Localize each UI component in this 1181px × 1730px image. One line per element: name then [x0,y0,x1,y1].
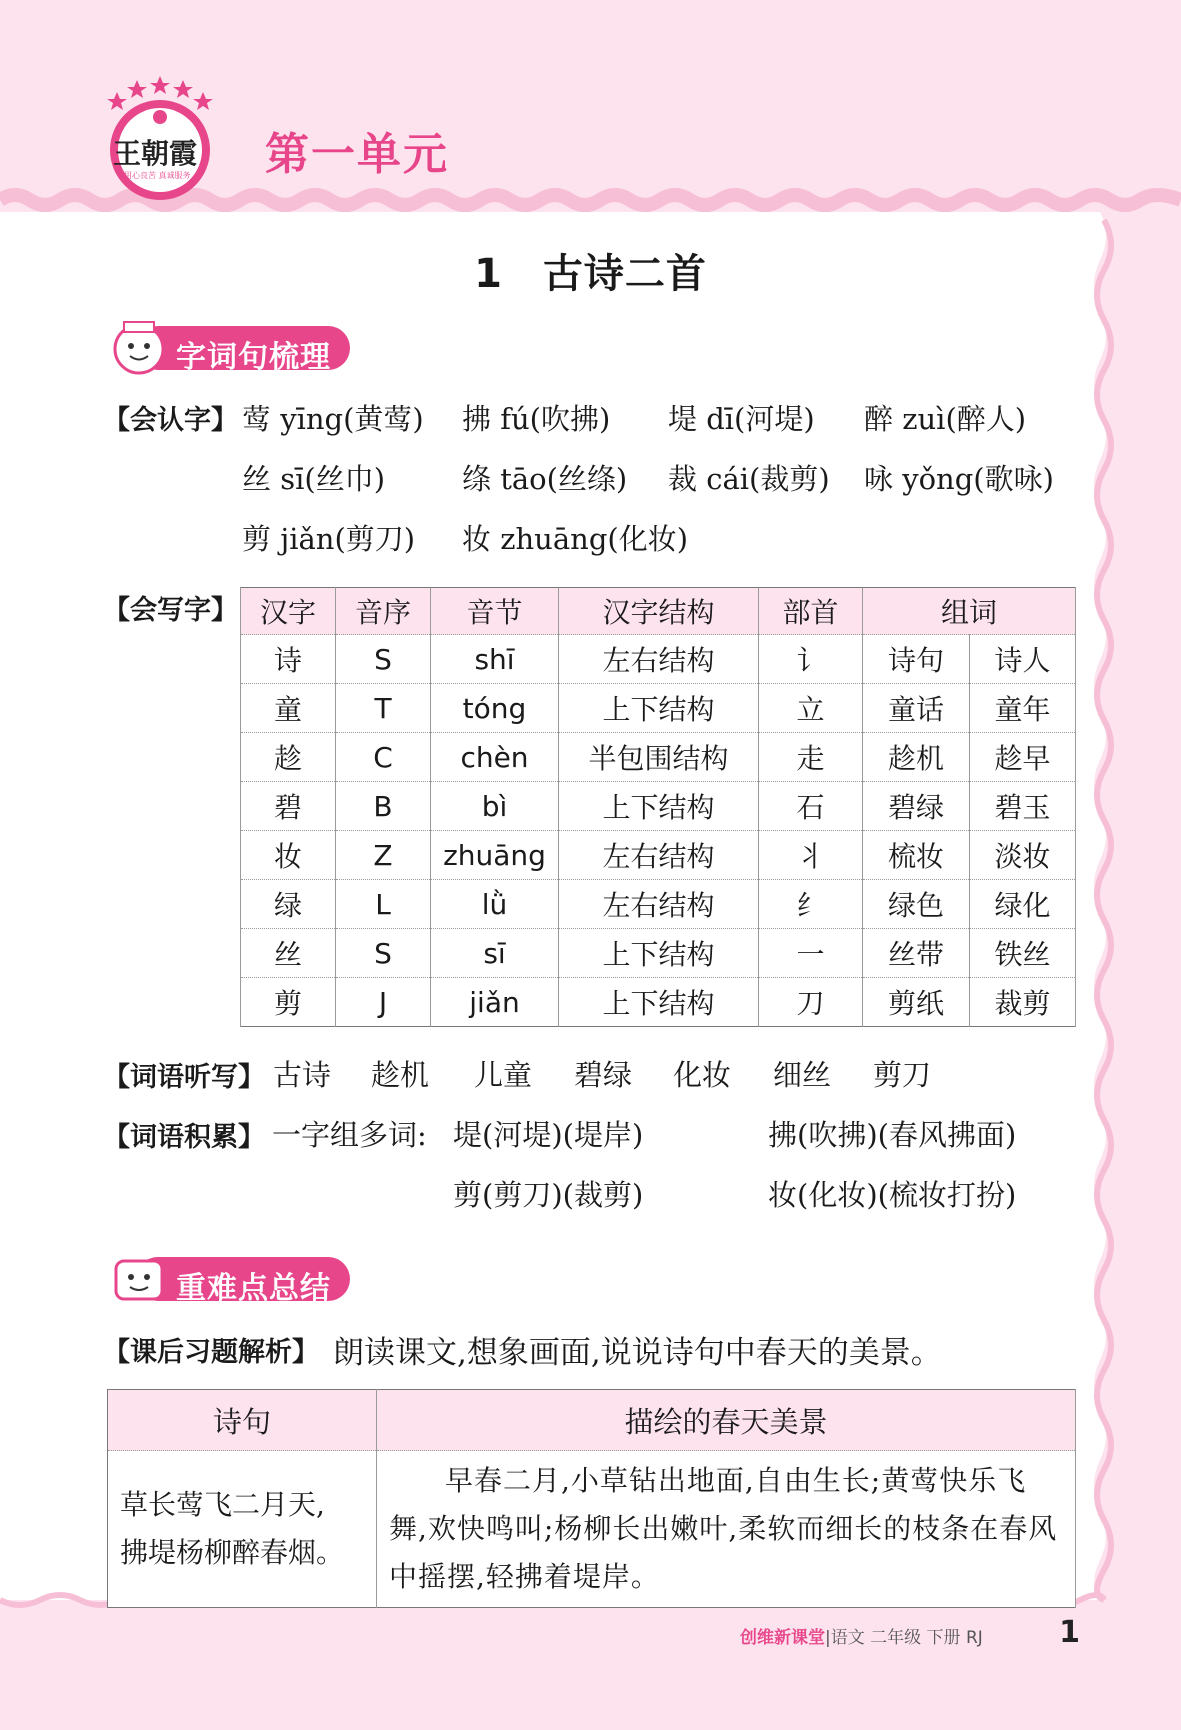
table-header-row [108,1390,1076,1451]
page-footer [740,1615,1080,1659]
table-header: 部首 [759,588,863,635]
table-cell: 丝带 [863,929,970,978]
table-cell: 丬 [759,831,863,880]
table-cell: 左右结构 [559,831,759,880]
section-vocab [108,322,353,374]
dictation-word: 儿童 [474,1058,533,1092]
table-cell: 铁丝 [970,929,1076,978]
accumulation-prefix: 一字组多词: [272,1118,427,1152]
write-label: 【会写字】 [103,595,238,626]
table-cell: B [336,782,431,831]
table-cell: tóng [431,684,559,733]
logo-text: 王朝霞 [113,137,198,170]
table-cell: 讠 [759,635,863,684]
recognize-item: 拂 fú(吹拂) [462,402,611,436]
table-row [241,733,1076,782]
table-cell: 诗句 [863,635,970,684]
table-cell: shī [431,635,559,684]
recognize-item: 咏 yǒng(歌咏) [864,462,1054,496]
table-cell: chèn [431,733,559,782]
table-cell: T [336,684,431,733]
section-heading: 字词句梳理 [176,340,331,375]
analysis-table [107,1389,1076,1608]
table-cell: 上下结构 [559,782,759,831]
table-cell: 上下结构 [559,929,759,978]
accumulation-item: 堤(河堤)(堤岸) [453,1118,644,1152]
table-cell: 碧玉 [970,782,1076,831]
table-cell: 纟 [759,880,863,929]
dictation-word: 古诗 [273,1058,332,1092]
footer-brand: 创维新课堂 [740,1628,825,1648]
table-cell: 走 [759,733,863,782]
table-cell: 剪纸 [863,978,970,1027]
dictation-word: 化妆 [673,1058,732,1092]
lesson-name: 古诗二首 [542,251,707,297]
page-number: 1 [1059,1615,1080,1650]
table-cell: 立 [759,684,863,733]
table-row [108,1451,1076,1608]
table-cell: S [336,929,431,978]
dictation-word: 剪刀 [873,1058,932,1092]
table-row [241,684,1076,733]
lesson-title [0,242,1181,299]
poem-cell [108,1451,377,1608]
table-cell: S [336,635,431,684]
recognize-label: 【会认字】 [103,405,238,436]
table-header: 音序 [336,588,431,635]
exercise-question: 朗读课文,想象画面,说说诗句中春天的美景。 [333,1335,942,1371]
write-table [240,587,1076,1027]
poem-line: 拂堤杨柳醉春烟。 [120,1536,345,1569]
table-cell: zhuāng [431,831,559,880]
table-cell: 半包围结构 [559,733,759,782]
table-row [241,635,1076,684]
logo-slogan: 用心良苦 真诚服务 [124,171,191,180]
table-header-row [241,588,1076,635]
table-cell: 一 [759,929,863,978]
table-cell: 丝 [241,929,336,978]
table-header: 描绘的春天美景 [377,1390,1076,1451]
table-cell: bì [431,782,559,831]
table-cell: C [336,733,431,782]
table-row [241,978,1076,1027]
mascot-icon [108,316,170,378]
dictation-word: 细丝 [773,1058,832,1092]
exercise-label: 【课后习题解析】 [103,1337,319,1368]
table-cell: 趁机 [863,733,970,782]
recognize-item: 丝 sī(丝巾) [242,462,386,496]
table-cell: 碧绿 [863,782,970,831]
dictation-label: 【词语听写】 [103,1062,265,1093]
description-cell: 早春二月,小草钻出地面,自由生长;黄莺快乐飞舞,欢快鸣叫;杨柳长出嫩叶,柔软而细长的枝条在春风中摇摆,轻拂着堤岸。 [377,1451,1076,1608]
poem-line: 草长莺飞二月天, [120,1488,325,1521]
recognize-item: 醉 zuì(醉人) [864,402,1027,436]
table-cell: 石 [759,782,863,831]
table-cell: 诗人 [970,635,1076,684]
footer-meta: |语文 二年级 下册 RJ [825,1628,983,1648]
section-heading: 重难点总结 [176,1271,331,1306]
table-cell: 诗 [241,635,336,684]
table-cell: 淡妆 [970,831,1076,880]
recognize-item: 裁 cái(裁剪) [668,462,830,496]
table-header: 组词 [863,588,1076,635]
table-cell: 趁早 [970,733,1076,782]
table-cell: 绿色 [863,880,970,929]
section-key-points [108,1253,353,1305]
recognize-item: 莺 yīng(黄莺) [242,402,424,436]
lesson-number: 1 [474,251,503,297]
table-cell: 左右结构 [559,635,759,684]
table-cell: Z [336,831,431,880]
table-header: 音节 [431,588,559,635]
table-cell: L [336,880,431,929]
table-header: 汉字 [241,588,336,635]
table-cell: 绿化 [970,880,1076,929]
mascot-icon [108,1247,170,1309]
recognize-item: 剪 jiǎn(剪刀) [242,522,416,556]
accumulation-item: 剪(剪刀)(裁剪) [453,1178,644,1212]
table-cell: 趁 [241,733,336,782]
accumulation-item: 拂(吹拂)(春风拂面) [768,1118,1017,1152]
table-cell: sī [431,929,559,978]
table-cell: 梳妆 [863,831,970,880]
table-cell: 刀 [759,978,863,1027]
table-cell: 童话 [863,684,970,733]
table-header: 诗句 [108,1390,377,1451]
table-row [241,782,1076,831]
table-cell: 碧 [241,782,336,831]
accumulation-item: 妆(化妆)(梳妆打扮) [768,1178,1017,1212]
table-row [241,929,1076,978]
table-cell: 裁剪 [970,978,1076,1027]
recognize-item: 妆 zhuāng(化妆) [462,522,689,556]
table-cell: lǜ [431,880,559,929]
dictation-word: 趁机 [371,1058,430,1092]
table-cell: 童年 [970,684,1076,733]
table-row [241,831,1076,880]
accumulation-label: 【词语积累】 [103,1122,265,1153]
table-cell: J [336,978,431,1027]
unit-title: 第一单元 [265,129,449,180]
table-cell: 绿 [241,880,336,929]
table-row [241,880,1076,929]
table-header: 汉字结构 [559,588,759,635]
table-cell: 童 [241,684,336,733]
recognize-item: 绦 tāo(丝绦) [462,462,628,496]
table-cell: 上下结构 [559,684,759,733]
table-cell: 上下结构 [559,978,759,1027]
table-cell: 妆 [241,831,336,880]
table-cell: 剪 [241,978,336,1027]
dictation-word: 碧绿 [574,1058,633,1092]
table-cell: jiǎn [431,978,559,1027]
recognize-item: 堤 dī(河堤) [668,402,815,436]
table-cell: 左右结构 [559,880,759,929]
